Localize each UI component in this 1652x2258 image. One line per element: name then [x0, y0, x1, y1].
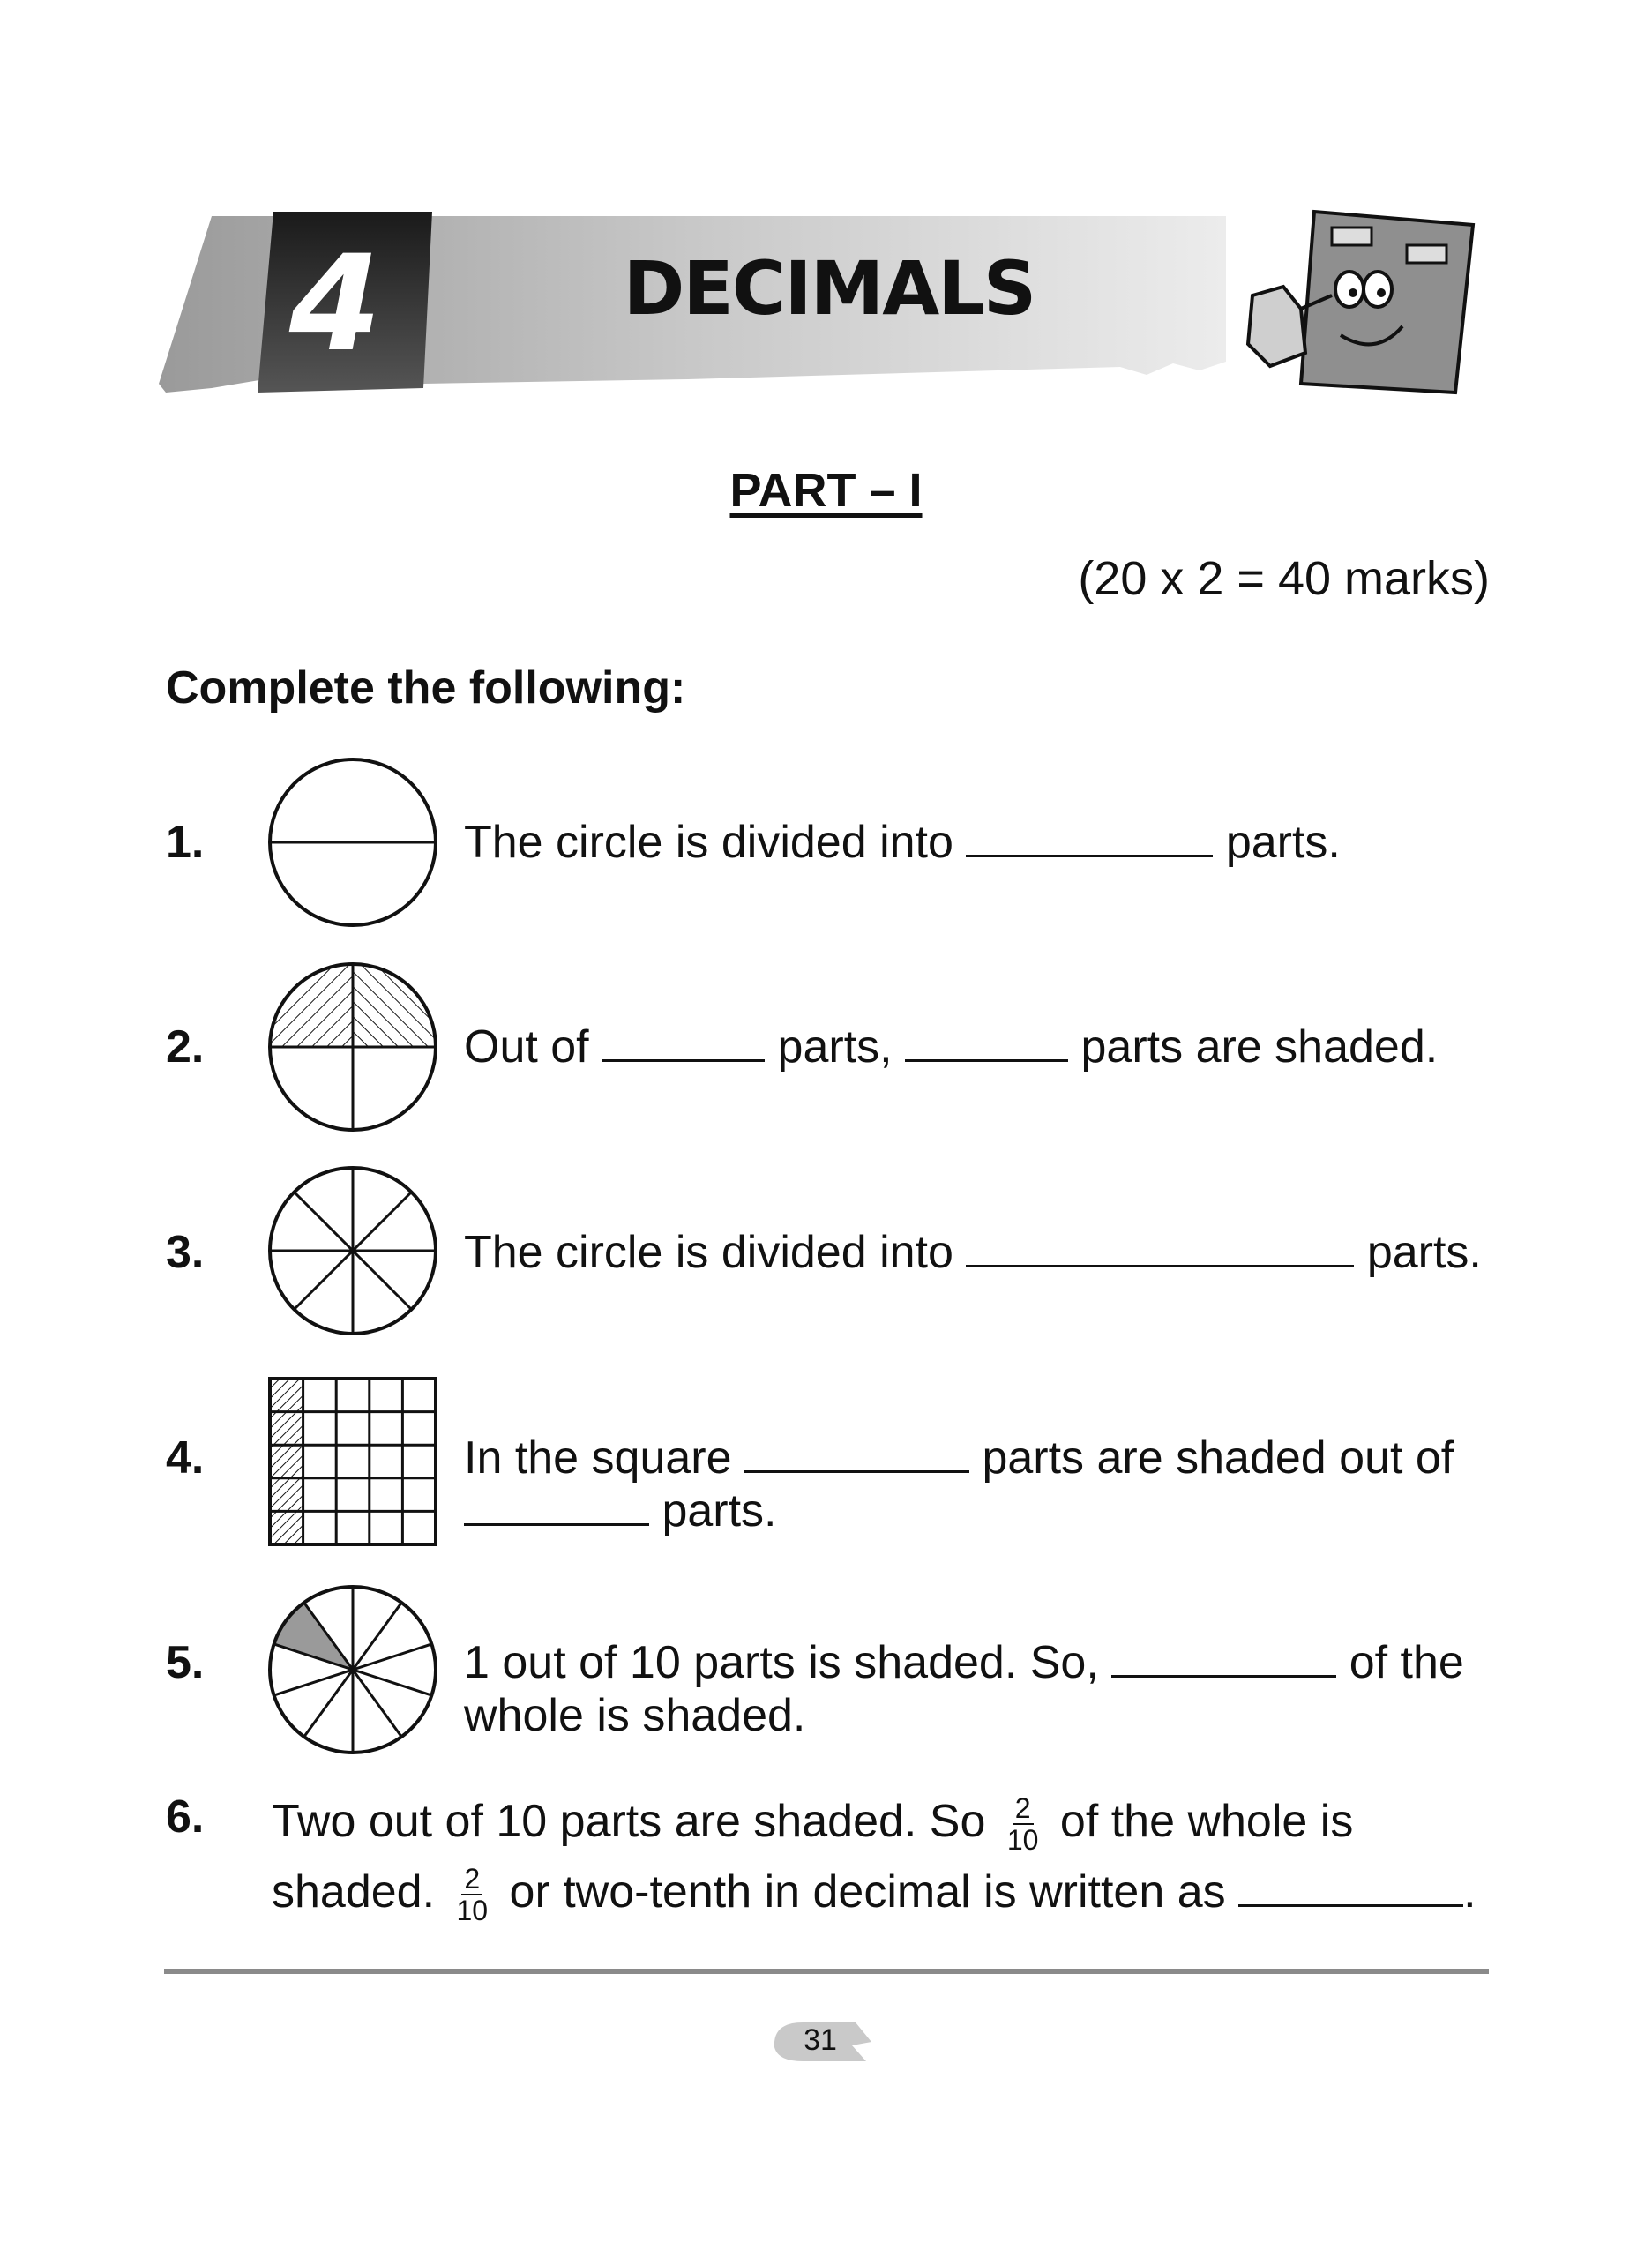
question-number: 4.: [166, 1432, 205, 1484]
question-number: 2.: [166, 1021, 205, 1073]
answer-blank[interactable]: [905, 1021, 1068, 1062]
question-text: [464, 816, 1341, 869]
question-number: 3.: [166, 1227, 205, 1278]
question-text: [464, 1021, 1438, 1073]
page-number: 31: [804, 2023, 837, 2057]
question-text-part: In the square: [464, 1432, 732, 1484]
question-text-part: parts.: [662, 1485, 777, 1536]
grid-square-shaded-figure: [265, 1373, 441, 1550]
fraction: [1007, 1793, 1039, 1855]
question-text-part: Out of: [464, 1021, 589, 1073]
answer-blank[interactable]: [464, 1484, 649, 1526]
question-text: [464, 1226, 1482, 1279]
question-text-part: of the whole is: [1059, 1796, 1354, 1847]
question-text-part: whole is shaded.: [464, 1690, 806, 1741]
question-text: [464, 1432, 1454, 1537]
question-text: [272, 1786, 1476, 1927]
answer-blank[interactable]: [966, 816, 1213, 857]
fraction-numerator: 2: [1013, 1793, 1034, 1825]
fraction-denominator: 10: [1006, 1824, 1039, 1857]
question-text-part: Two out of 10 parts are shaded. So: [272, 1796, 986, 1847]
question-text-part: parts are shaded out of: [982, 1432, 1454, 1484]
marks-allocation: (20 x 2 = 40 marks): [1078, 552, 1490, 605]
question-number: 5.: [166, 1637, 205, 1688]
question-text-part: The circle is divided into: [464, 817, 953, 868]
question-number: 6.: [166, 1791, 205, 1843]
answer-blank[interactable]: [744, 1432, 969, 1473]
footer-divider: [164, 1969, 1489, 1974]
question-text-part: parts,: [777, 1021, 893, 1073]
answer-blank[interactable]: [966, 1226, 1354, 1267]
question-text-part: The circle is divided into: [464, 1227, 953, 1278]
question-text-part: .: [1463, 1866, 1476, 1918]
answer-blank[interactable]: [1238, 1865, 1463, 1907]
circle-eighths-figure: [265, 1163, 441, 1339]
chapter-title: DECIMALS: [623, 245, 1035, 332]
question-number: 1.: [166, 817, 205, 868]
answer-blank[interactable]: [602, 1021, 765, 1062]
answer-blank[interactable]: [1111, 1636, 1336, 1678]
question-text-part: 1 out of 10 parts is shaded. So,: [464, 1637, 1099, 1688]
chapter-number: 4: [288, 228, 382, 381]
question-text-part: parts.: [1225, 817, 1341, 868]
question-text-part: or two-tenth in decimal is written as: [509, 1866, 1226, 1918]
part-title: PART – I: [729, 464, 923, 517]
question-text: [464, 1636, 1464, 1742]
question-text-part: shaded.: [272, 1866, 436, 1918]
question-text-part: parts.: [1366, 1227, 1482, 1278]
fraction: [457, 1864, 489, 1925]
circle-tenths-shaded-figure: [265, 1581, 441, 1758]
book-mascot-illustration: [1235, 203, 1491, 406]
circle-halves-figure: [265, 754, 441, 931]
question-text-part: of the: [1349, 1637, 1464, 1688]
fraction-denominator: 10: [456, 1895, 489, 1927]
instruction-heading: Complete the following:: [166, 662, 686, 714]
circle-quarters-shaded-figure: [265, 959, 441, 1135]
fraction-numerator: 2: [461, 1864, 482, 1895]
question-text-part: parts are shaded.: [1080, 1021, 1439, 1073]
